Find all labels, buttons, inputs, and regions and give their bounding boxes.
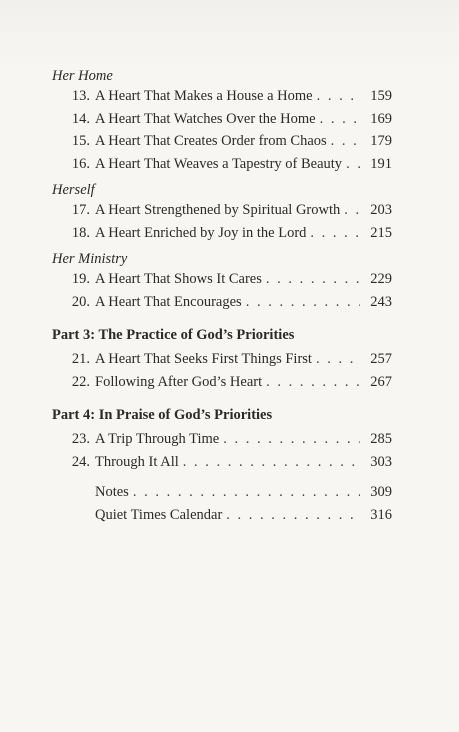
entry-page: 159	[370, 88, 392, 104]
entry-number: 17.	[71, 202, 90, 218]
toc-entry	[52, 131, 392, 152]
entry-title: A Heart That Encourages	[95, 293, 242, 310]
entry-number: 21.	[71, 351, 90, 367]
section-heading-her-home: Her Home	[52, 68, 113, 84]
dot-leader	[266, 372, 360, 393]
entry-page: 257	[370, 351, 392, 367]
dot-leader	[317, 86, 360, 107]
entry-title: Quiet Times Calendar	[95, 506, 223, 523]
entry-page: 169	[370, 110, 392, 127]
entry-number: 19.	[71, 271, 90, 287]
entry-page: 303	[370, 453, 392, 470]
section-heading-her-ministry: Her Ministry	[52, 251, 128, 267]
table-of-contents	[52, 66, 392, 527]
entry-number: 14.	[71, 110, 90, 127]
section-heading-herself: Herself	[52, 182, 95, 198]
entry-number: 22.	[71, 373, 90, 390]
entry-title: Notes	[95, 484, 129, 500]
entry-title: A Heart Enriched by Joy in the Lord	[95, 224, 307, 241]
toc-entry	[52, 452, 392, 473]
entry-title: A Heart That Watches Over the Home	[95, 110, 316, 127]
toc-entry	[52, 154, 392, 175]
entry-page: 243	[370, 293, 392, 310]
entry-page: 309	[370, 484, 392, 500]
entry-title: A Heart Strengthened by Spiritual Growth	[95, 202, 341, 218]
entry-page: 316	[370, 506, 392, 523]
dot-leader	[183, 452, 360, 473]
part-heading-4: Part 4: In Praise of God’s Priorities	[52, 407, 273, 423]
toc-entry-notes	[52, 482, 392, 503]
dot-leader	[266, 269, 360, 290]
toc-entry-quiet-times-calendar	[52, 505, 392, 526]
toc-entry	[52, 269, 392, 290]
entry-page: 179	[370, 133, 392, 149]
entry-title: Through It All	[95, 453, 179, 470]
toc-entry	[52, 349, 392, 370]
part-heading-3: Part 3: The Practice of God’s Priorities	[52, 327, 295, 343]
entry-number: 23.	[71, 431, 90, 447]
entry-page: 191	[370, 155, 392, 172]
entry-number: 24.	[71, 453, 90, 470]
entry-page: 285	[370, 431, 392, 447]
entry-title: A Heart That Weaves a Tapestry of Beauty	[95, 155, 343, 172]
toc-entry	[52, 372, 392, 393]
entry-title: A Heart That Creates Order from Chaos	[95, 133, 327, 149]
dot-leader	[346, 154, 360, 175]
entry-page: 203	[370, 202, 392, 218]
entry-title: A Heart That Makes a House a Home	[95, 88, 313, 104]
entry-number: 13.	[71, 88, 90, 104]
entry-page: 215	[370, 224, 392, 241]
dot-leader	[133, 482, 360, 503]
dot-leader	[246, 292, 360, 313]
toc-entry	[52, 223, 392, 244]
dot-leader	[310, 223, 360, 244]
entry-page: 267	[370, 373, 392, 390]
dot-leader	[226, 505, 360, 526]
entry-number: 18.	[71, 224, 90, 241]
entry-title: A Heart That Seeks First Things First	[95, 351, 312, 367]
entry-title: Following After God’s Heart	[95, 373, 263, 390]
entry-number: 16.	[71, 155, 90, 172]
show-through-band	[0, 0, 459, 70]
toc-entry	[52, 86, 392, 107]
entry-number: 20.	[71, 293, 90, 310]
entry-title: A Trip Through Time	[95, 431, 220, 447]
toc-entry	[52, 429, 392, 450]
toc-entry	[52, 200, 392, 221]
dot-leader	[344, 200, 360, 221]
entry-page: 229	[370, 271, 392, 287]
entry-number: 15.	[71, 133, 90, 149]
entry-title: A Heart That Shows It Cares	[95, 271, 262, 287]
dot-leader	[316, 349, 360, 370]
toc-entry	[52, 109, 392, 130]
dot-leader	[223, 429, 360, 450]
toc-entry	[52, 292, 392, 313]
dot-leader	[331, 131, 360, 152]
dot-leader	[320, 109, 360, 130]
